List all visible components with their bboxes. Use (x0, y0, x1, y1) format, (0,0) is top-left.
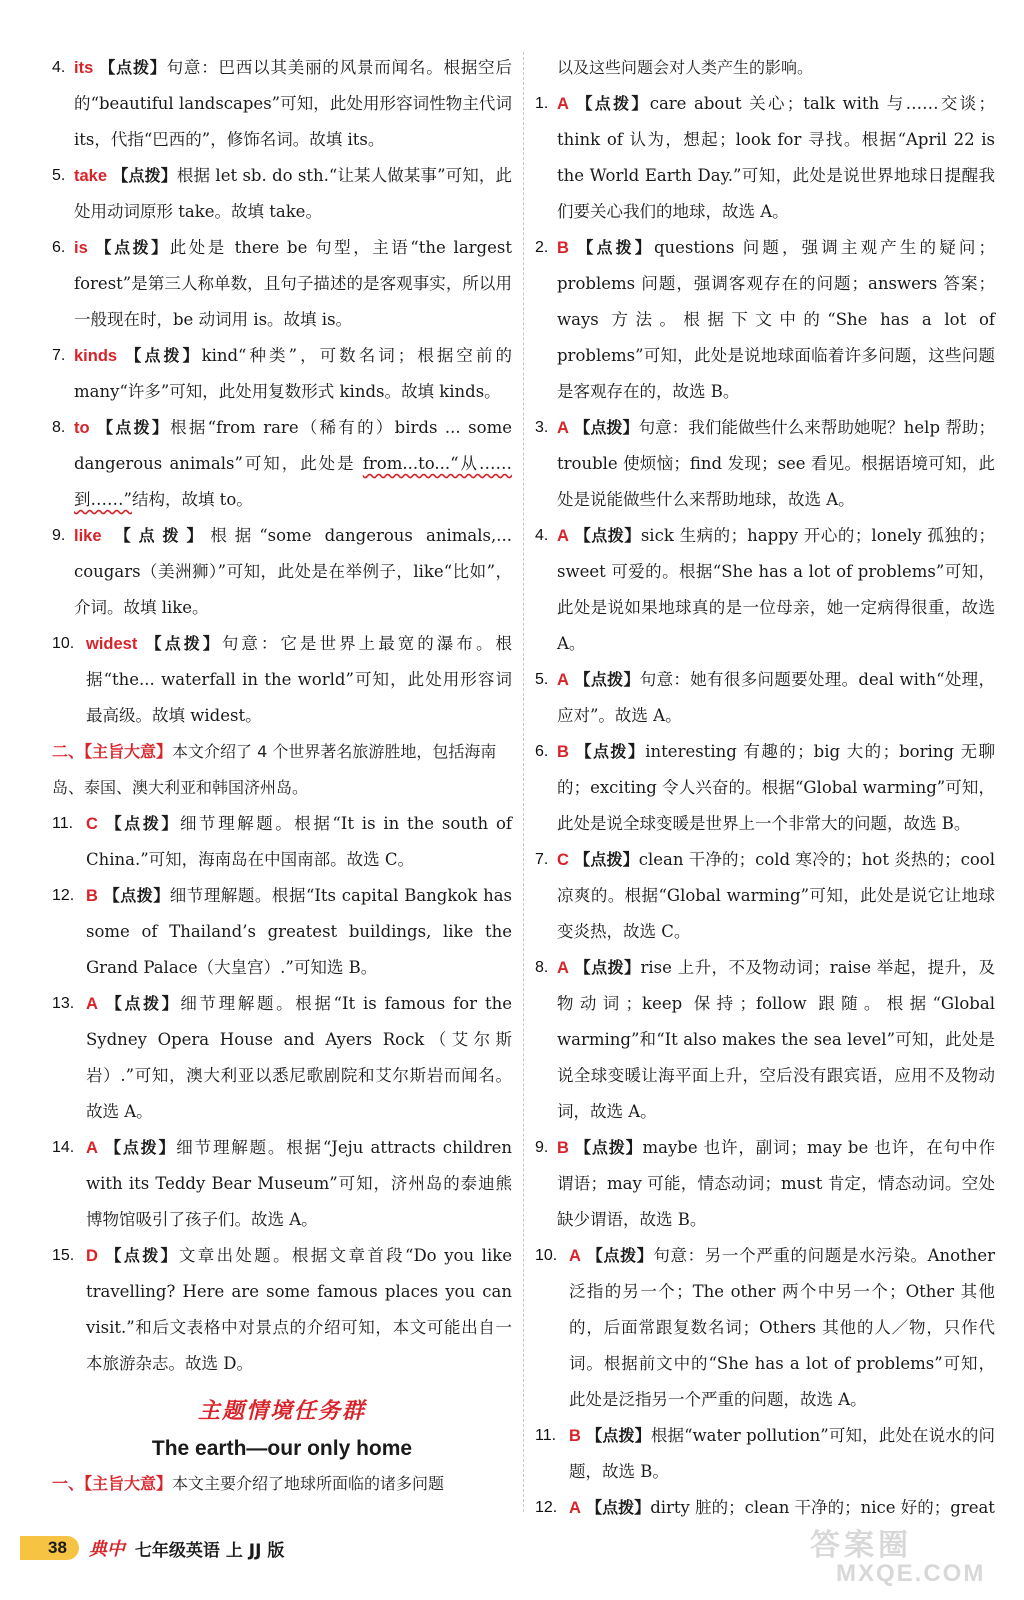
watermark-text: 答案圈 (810, 1528, 912, 1563)
answer-entry: 2. B 【点拨】questions 问题，强调主观产生的疑问；problems 问题，强调客观存在的问题；answers 答案；ways 方法。根据下文中的“She has a lot of problems”可知，此处是说地球面临着许多问题，这些问题是客观存在的，故选 B。 (535, 238, 995, 401)
answer-entry: 1. A 【点拨】care about 关心；talk with 与……交谈；think of 认为，想起；look for 寻找。根据“April 22 is the World Earth Day.”可知，此处是说世界地球日提醒我们要关心我们的地球，故选 A。 (535, 94, 995, 221)
theme-title: 主题情境任务群 (197, 1399, 366, 1424)
watermark-logo (810, 1520, 1000, 1594)
answer-entry-8: 8. to 【点拨】根据“from rare（稀有的）birds ... some dangerous animals”可知，此处是 from...to...“从……到……”结构，故填 to。 (52, 418, 512, 509)
column-divider (523, 52, 524, 1512)
left-column (52, 50, 512, 1502)
answer-entry: 6. is 【点拨】此处是 there be 句型，主语“the largest forest”是第三人称单数，且句子描述的是客观事实，所以用一般现在时，be 动词用 is。故填 is。 (52, 238, 512, 329)
answer-entry: 12. A 【点拨】dirty 脏的；clean 干净的；nice 好的；great (535, 1498, 995, 1517)
answer-entry: 5. take 【点拨】根据 let sb. do sth.“让某人做某事”可知，此处用动词原形 take。故填 take。 (52, 166, 512, 221)
page-footer (20, 1530, 284, 1566)
answer-entry: 15. D 【点拨】文章出处题。根据文章首段“Do you like travelling? Here are some famous places you can visit.”和后文表格中对景点的介绍可知，本文可能出自一本旅游杂志。故选 D。 (52, 1246, 512, 1373)
answer-entry: 9. B 【点拨】maybe 也许，副词；may be 也许，在句中作谓语；may 可能，情态动词；must 肯定，情态动词。空处缺少谓语，故选 B。 (535, 1138, 995, 1229)
theme-subtitle: The earth—our only home (151, 1437, 413, 1460)
book-title: 七年级英语 上 JJ 版 (134, 1540, 285, 1561)
section-continuation: 以及这些问题会对人类产生的影响。 (557, 58, 814, 77)
answer-entry: 10. widest 【点拨】句意：它是世界上最宽的瀑布。根据“the... waterfall in the world”可知，此处用形容词最高级。故填 widest。 (52, 634, 512, 725)
answer-entry: 10. A 【点拨】句意：另一个严重的问题是水污染。Another 泛指的另一个；The other 两个中另一个；Other 其他的，后面常跟复数名词；Others 其他的人／物，只作代词。根据前文中的“She has a lot of problems”可知，此处是泛指另一个严重的问题，故选 A。 (535, 1246, 995, 1409)
page-number: 38 (20, 1536, 79, 1560)
right-column (535, 50, 995, 1526)
section-heading-1: 一、【主旨大意】本文主要介绍了地球所面临的诸多问题 (52, 1474, 445, 1493)
right-items (535, 86, 995, 1526)
answer-entry: 9. like 【点拨】根据“some dangerous animals,... cougars（美洲狮）”可知，此处是在举例子，like“比如”，介词。故填 like。 (52, 526, 512, 617)
left-items-a (52, 50, 512, 410)
brand-logo: 典中 (88, 1539, 125, 1560)
answer-entry: 6. B 【点拨】interesting 有趣的；big 大的；boring 无聊的；exciting 令人兴奋的。根据“Global warming”可知，此处是说全球变暖是世界上一个非常大的问题，故选 B。 (535, 742, 995, 833)
answer-entry: 7. kinds 【点拨】kind“种类”，可数名词；根据空前的 many“许多”可知，此处用复数形式 kinds。故填 kinds。 (52, 346, 512, 401)
left-items-b (52, 518, 512, 734)
watermark-url: MXQE.COM (836, 1560, 986, 1587)
answer-entry: 14. A 【点拨】细节理解题。根据“Jeju attracts children with its Teddy Bear Museum”可知，济州岛的泰迪熊博物馆吸引了孩子们。故选 A。 (52, 1138, 512, 1229)
answer-entry: 4. its 【点拨】句意：巴西以其美丽的风景而闻名。根据空后的“beautiful landscapes”可知，此处用形容词性物主代词 its，代指“巴西的”，修饰名词。故填 its。 (52, 58, 512, 149)
answer-entry: 3. A 【点拨】句意：我们能做些什么来帮助她呢？help 帮助；trouble 使烦恼；find 发现；see 看见。根据语境可知，此处是说能做些什么来帮助地球，故选 A。 (535, 418, 995, 509)
answer-entry: 11. B 【点拨】根据“water pollution”可知，此处在说水的问题，故选 B。 (535, 1426, 995, 1481)
answer-entry: 11. C 【点拨】细节理解题。根据“It is in the south of China.”可知，海南岛在中国南部。故选 C。 (52, 814, 512, 869)
answer-entry: 7. C 【点拨】clean 干净的；cold 寒冷的；hot 炎热的；cool 凉爽的。根据“Global warming”可知，此处是说它让地球变炎热，故选 C。 (535, 850, 995, 941)
wavy-underlined-phrase: from...to...“从……到……” (74, 454, 512, 509)
answer-entry: 12. B 【点拨】细节理解题。根据“Its capital Bangkok has some of Thailand’s greatest buildings, like the Grand Palace（大皇宫）.”可知选 B。 (52, 886, 512, 977)
left-items-c (52, 806, 512, 1382)
section-heading-2: 二、【主旨大意】本文介绍了 4 个世界著名旅游胜地，包括海南岛、泰国、澳大利亚和韩国济州岛。 (52, 742, 497, 797)
answer-entry: 8. A 【点拨】rise 上升，不及物动词；raise 举起，提升，及物动词；keep 保持；follow 跟随。根据“Global warming”和“It also makes the sea level”可知，此处是说全球变暖让海平面上升，空后没有跟宾语，应用不及物动词，故选 A。 (535, 958, 996, 1121)
answer-entry: 4. A 【点拨】sick 生病的；happy 开心的；lonely 孤独的；sweet 可爱的。根据“She has a lot of problems”可知，此处是说如果地球真的是一位母亲，她一定病得很重，故选 A。 (535, 526, 995, 653)
answer-entry: 13. A 【点拨】细节理解题。根据“It is famous for the Sydney Opera House and Ayers Rock（艾尔斯岩）.”可知，澳大利亚以悉尼歌剧院和艾尔斯岩而闻名。故选 A。 (52, 994, 512, 1121)
answer-entry: 5. A 【点拨】句意：她有很多问题要处理。deal with“处理，应对”。故选 A。 (535, 670, 995, 725)
